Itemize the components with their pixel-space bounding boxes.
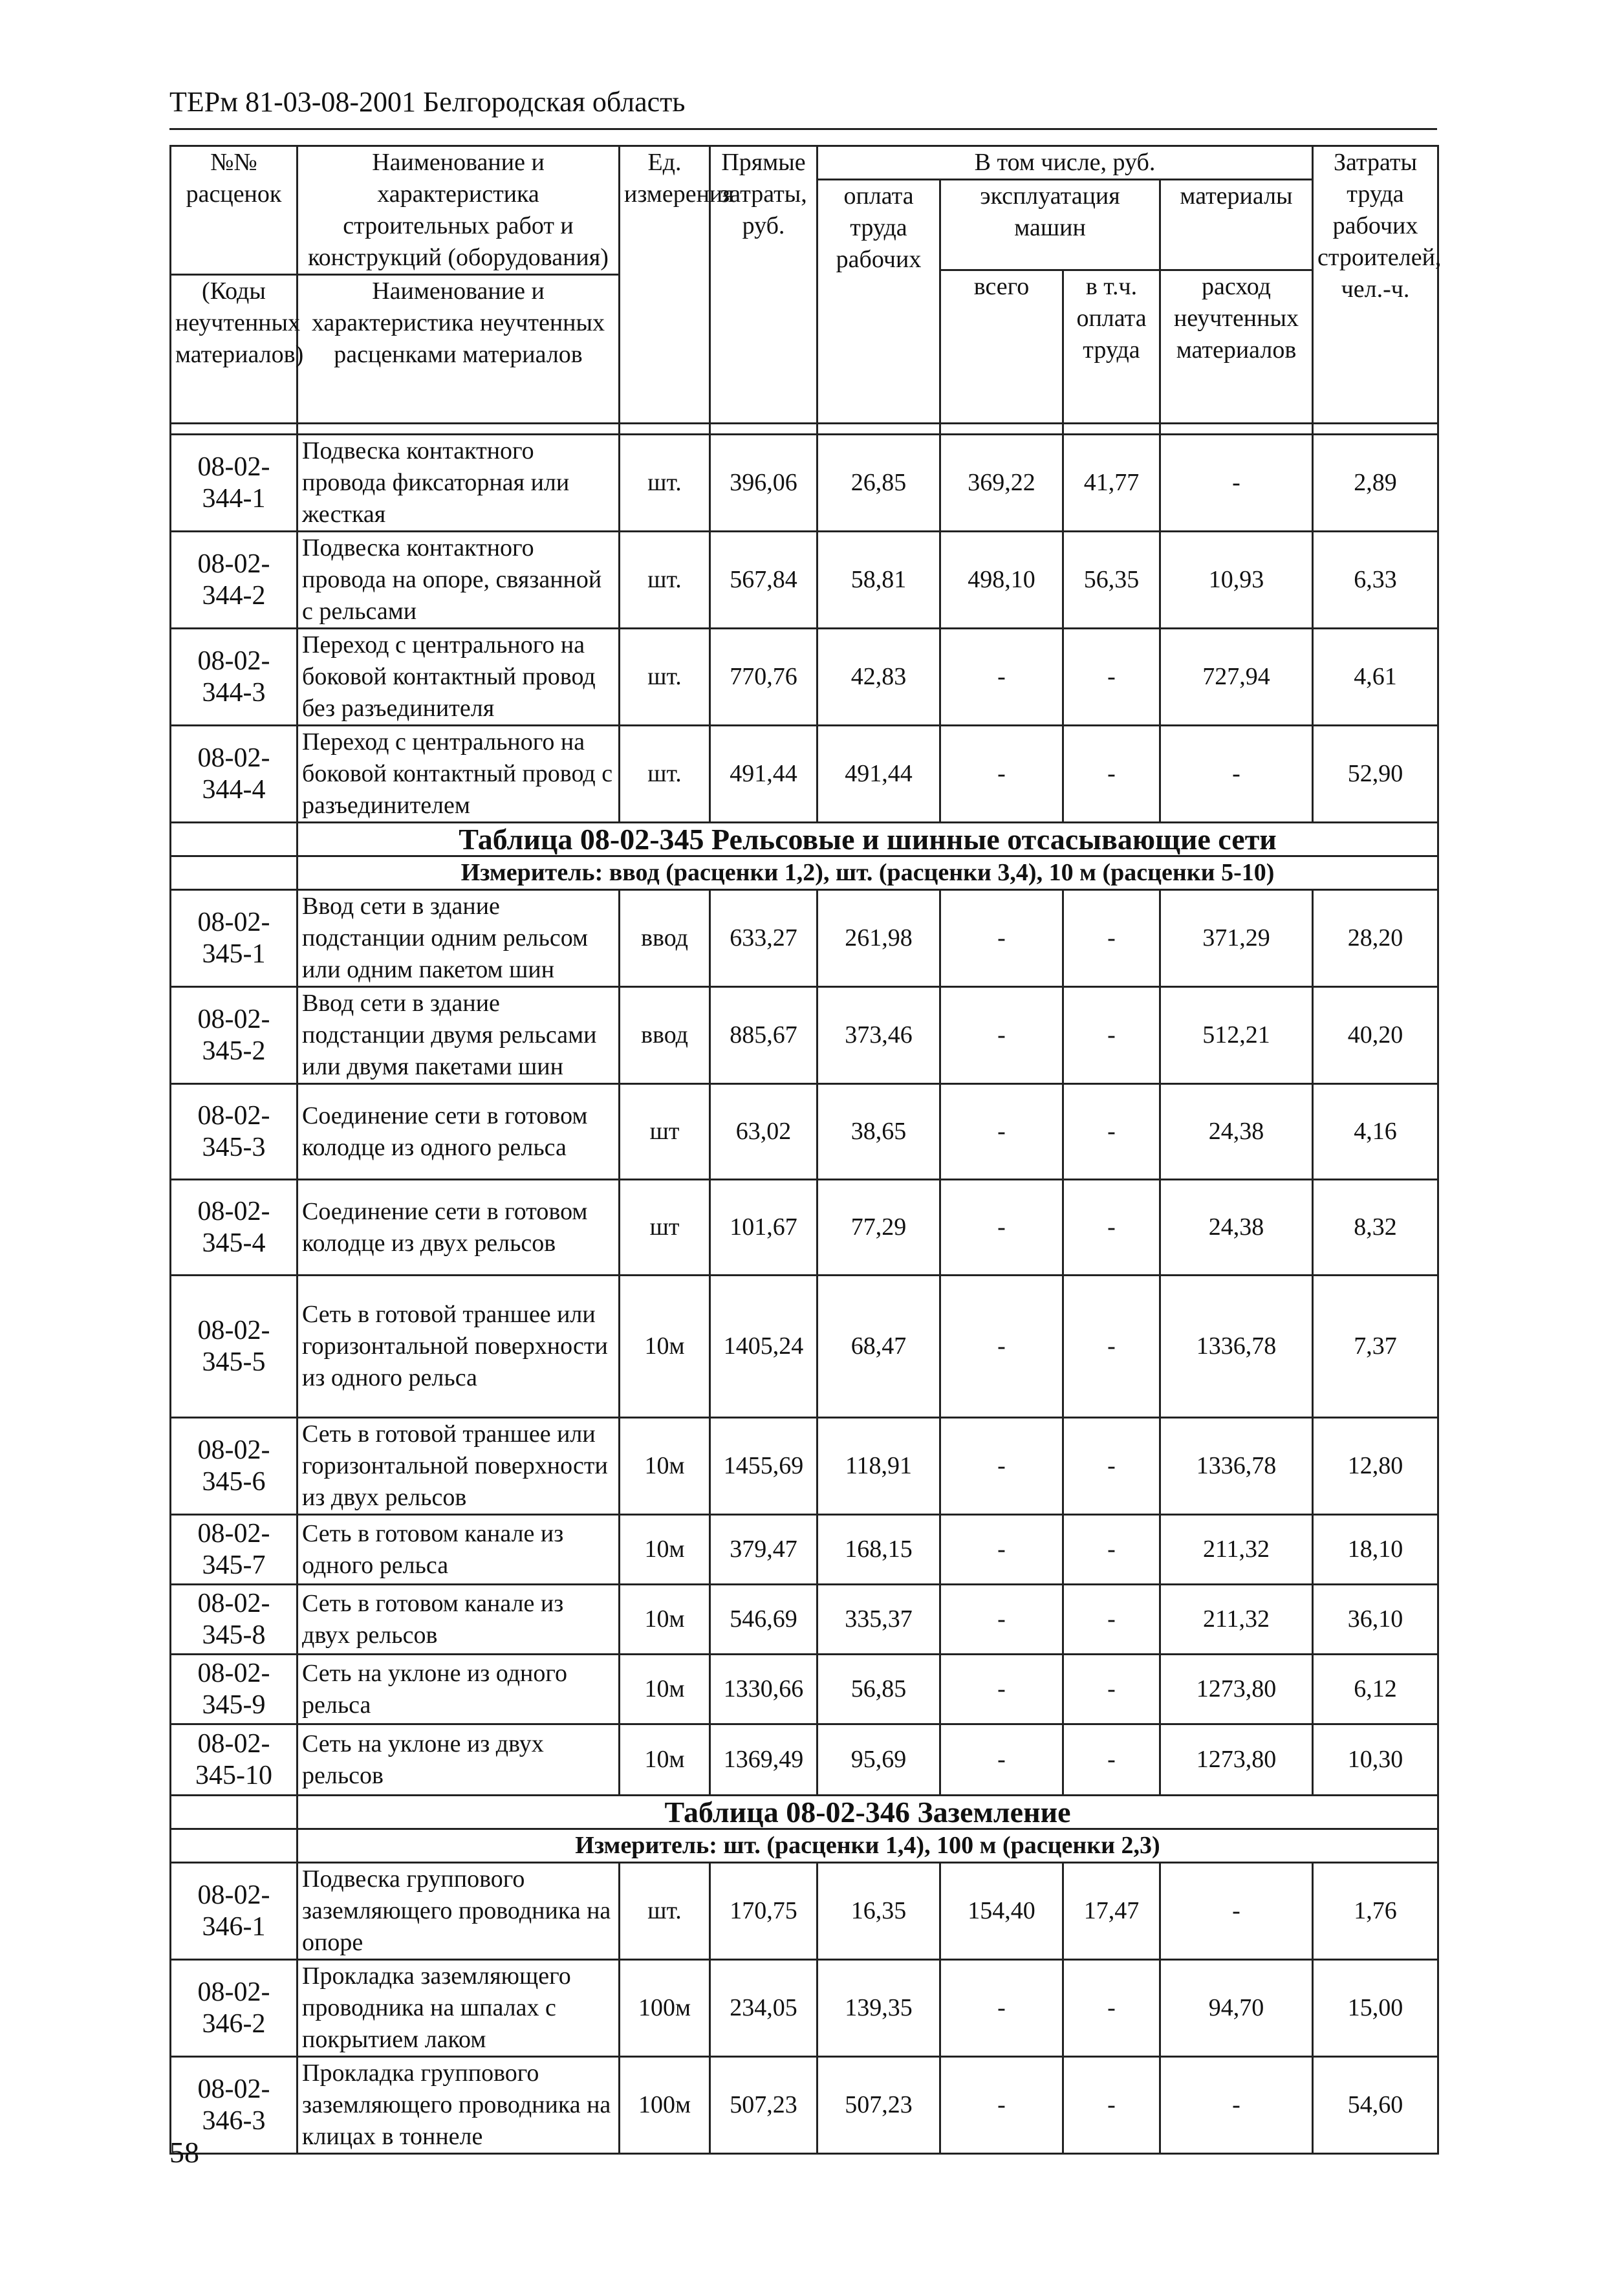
- machines-labor: -: [1063, 890, 1160, 987]
- machines-labor: -: [1063, 2057, 1160, 2154]
- rate-code: 08-02-345-9: [171, 1655, 298, 1724]
- table-row: [171, 1585, 1438, 1655]
- rate-name: Соединение сети в готовом колодце из двух рельсов: [298, 1180, 620, 1276]
- rate-code: 08-02-345-6: [171, 1418, 298, 1515]
- machines-labor: -: [1063, 1724, 1160, 1796]
- rate-code: 08-02-346-3: [171, 2057, 298, 2154]
- table-row: [171, 1276, 1438, 1418]
- machines-total: -: [940, 987, 1063, 1084]
- labor-pay: 38,65: [817, 1084, 940, 1180]
- page-title: ТЕРм 81-03-08-2001 Белгородская область: [169, 86, 686, 118]
- rate-name: Сеть на уклоне из одного рельса: [298, 1655, 620, 1724]
- header-unit: Ед. измерения: [620, 146, 710, 424]
- rate-unit: 10м: [620, 1585, 710, 1655]
- section-meter-row: [171, 856, 1438, 890]
- machines-total: 498,10: [940, 532, 1063, 629]
- table-row: [171, 1418, 1438, 1515]
- rate-code: 08-02-344-1: [171, 435, 298, 532]
- header-code-unaccounted: (Коды неучтенных материалов): [171, 274, 296, 371]
- direct-costs: 1405,24: [710, 1276, 817, 1418]
- section-title-row: [171, 823, 1438, 856]
- rate-unit: шт.: [620, 435, 710, 532]
- labor-costs: 28,20: [1313, 890, 1438, 987]
- labor-pay: 373,46: [817, 987, 940, 1084]
- machines-labor: -: [1063, 1655, 1160, 1724]
- page-number: 58: [169, 2136, 199, 2169]
- materials-cost: 211,32: [1160, 1585, 1313, 1655]
- labor-costs: 36,10: [1313, 1585, 1438, 1655]
- labor-pay: 168,15: [817, 1515, 940, 1585]
- labor-pay: 95,69: [817, 1724, 940, 1796]
- labor-pay: 68,47: [817, 1276, 940, 1418]
- labor-costs: 4,16: [1313, 1084, 1438, 1180]
- table-row: [171, 1655, 1438, 1724]
- header-labor-pay: оплата труда рабочих: [817, 180, 940, 424]
- direct-costs: 1455,69: [710, 1418, 817, 1515]
- materials-cost: 371,29: [1160, 890, 1313, 987]
- labor-costs: 1,76: [1313, 1863, 1438, 1960]
- machines-total: -: [940, 726, 1063, 823]
- rate-code: 08-02-345-3: [171, 1084, 298, 1180]
- labor-pay: 26,85: [817, 435, 940, 532]
- machines-total: -: [940, 1418, 1063, 1515]
- header-code-label: №№ расценок: [186, 149, 282, 208]
- rate-name: Сеть на уклоне из двух рельсов: [298, 1724, 620, 1796]
- materials-cost: 512,21: [1160, 987, 1313, 1084]
- labor-pay: 491,44: [817, 726, 940, 823]
- section-title: Таблица 08-02-345 Рельсовые и шинные отсасывающие сети: [298, 823, 1438, 856]
- labor-costs: 40,20: [1313, 987, 1438, 1084]
- rate-name: Подвеска контактного провода на опоре, связанной с рельсами: [298, 532, 620, 629]
- materials-cost: 1336,78: [1160, 1276, 1313, 1418]
- header-including: В том числе, руб.: [817, 146, 1313, 180]
- direct-costs: 1330,66: [710, 1655, 817, 1724]
- table-row: [171, 987, 1438, 1084]
- rate-name: Сеть в готовом канале из одного рельса: [298, 1515, 620, 1585]
- direct-costs: 633,27: [710, 890, 817, 987]
- rate-name: Прокладка заземляющего проводника на шпалах с покрытием лаком: [298, 1960, 620, 2057]
- header-labor-costs: Затраты труда рабочих строителей, чел.-ч.: [1313, 146, 1438, 424]
- machines-total: -: [940, 1084, 1063, 1180]
- labor-costs: 54,60: [1313, 2057, 1438, 2154]
- materials-cost: 24,38: [1160, 1084, 1313, 1180]
- table-row: [171, 1084, 1438, 1180]
- rate-code: 08-02-345-4: [171, 1180, 298, 1276]
- rate-name: Прокладка группового заземляющего проводника на клицах в тоннеле: [298, 2057, 620, 2154]
- table-row: [171, 532, 1438, 629]
- machines-total: 369,22: [940, 435, 1063, 532]
- machines-labor: -: [1063, 629, 1160, 726]
- table-row: [171, 890, 1438, 987]
- labor-costs: 52,90: [1313, 726, 1438, 823]
- rate-name: Ввод сети в здание подстанции одним рельсом или одним пакетом шин: [298, 890, 620, 987]
- labor-pay: 139,35: [817, 1960, 940, 2057]
- rate-code: 08-02-344-2: [171, 532, 298, 629]
- materials-cost: 24,38: [1160, 1180, 1313, 1276]
- rate-name: Подвеска группового заземляющего проводника на опоре: [298, 1863, 620, 1960]
- labor-costs: 6,33: [1313, 532, 1438, 629]
- labor-costs: 7,37: [1313, 1276, 1438, 1418]
- machines-total: -: [940, 1515, 1063, 1585]
- header-name: [298, 146, 620, 424]
- machines-labor: -: [1063, 1585, 1160, 1655]
- labor-costs: 12,80: [1313, 1418, 1438, 1515]
- direct-costs: 770,76: [710, 629, 817, 726]
- machines-total: -: [940, 1180, 1063, 1276]
- rate-code: 08-02-344-3: [171, 629, 298, 726]
- direct-costs: 101,67: [710, 1180, 817, 1276]
- rate-name: Ввод сети в здание подстанции двумя рельсами или двумя пакетами шин: [298, 987, 620, 1084]
- rate-code: 08-02-346-1: [171, 1863, 298, 1960]
- rate-name: Переход с центрального на боковой контактный провод без разъединителя: [298, 629, 620, 726]
- labor-costs: 8,32: [1313, 1180, 1438, 1276]
- header-machines-total: всего: [940, 270, 1063, 424]
- machines-total: -: [940, 1655, 1063, 1724]
- rate-code: 08-02-345-1: [171, 890, 298, 987]
- machines-total: -: [940, 629, 1063, 726]
- direct-costs: 63,02: [710, 1084, 817, 1180]
- spacer-row: [171, 424, 1438, 435]
- rate-unit: 100м: [620, 2057, 710, 2154]
- direct-costs: 546,69: [710, 1585, 817, 1655]
- labor-pay: 118,91: [817, 1418, 940, 1515]
- header-name-unaccounted: Наименование и характеристика неучтенных расценками материалов: [298, 274, 618, 371]
- labor-costs: 2,89: [1313, 435, 1438, 532]
- labor-pay: 56,85: [817, 1655, 940, 1724]
- rate-unit: ввод: [620, 890, 710, 987]
- rate-name: Соединение сети в готовом колодце из одного рельса: [298, 1084, 620, 1180]
- labor-costs: 18,10: [1313, 1515, 1438, 1585]
- labor-pay: 335,37: [817, 1585, 940, 1655]
- rates-table: [169, 145, 1442, 2155]
- machines-total: -: [940, 1724, 1063, 1796]
- machines-labor: 56,35: [1063, 532, 1160, 629]
- rate-unit: шт: [620, 1084, 710, 1180]
- machines-total: 154,40: [940, 1863, 1063, 1960]
- table-body: [171, 146, 1442, 2154]
- machines-labor: -: [1063, 1084, 1160, 1180]
- machines-total: -: [940, 1276, 1063, 1418]
- materials-cost: 10,93: [1160, 532, 1313, 629]
- header-name-label: Наименование и характеристика строительных работ и конструкций (оборудования): [308, 149, 609, 271]
- rate-code: 08-02-345-8: [171, 1585, 298, 1655]
- section-meter: Измеритель: шт. (расценки 1,4), 100 м (расценки 2,3): [298, 1829, 1438, 1863]
- machines-total: -: [940, 890, 1063, 987]
- direct-costs: 170,75: [710, 1863, 817, 1960]
- header-machines-labor: в т.ч. оплата труда: [1063, 270, 1160, 424]
- header-materials: материалы: [1160, 180, 1313, 270]
- rate-unit: шт.: [620, 726, 710, 823]
- section-title-row: [171, 1796, 1438, 1829]
- table-row: [171, 1863, 1438, 1960]
- header-row: [171, 146, 1438, 180]
- rate-unit: 10м: [620, 1276, 710, 1418]
- direct-costs: 396,06: [710, 435, 817, 532]
- machines-labor: -: [1063, 1515, 1160, 1585]
- labor-pay: 42,83: [817, 629, 940, 726]
- direct-costs: 567,84: [710, 532, 817, 629]
- materials-cost: 94,70: [1160, 1960, 1313, 2057]
- rate-unit: шт: [620, 1180, 710, 1276]
- labor-pay: 77,29: [817, 1180, 940, 1276]
- materials-cost: 1336,78: [1160, 1418, 1313, 1515]
- labor-pay: 507,23: [817, 2057, 940, 2154]
- machines-labor: 41,77: [1063, 435, 1160, 532]
- labor-pay: 16,35: [817, 1863, 940, 1960]
- rate-name: Сеть в готовом канале из двух рельсов: [298, 1585, 620, 1655]
- machines-labor: -: [1063, 1180, 1160, 1276]
- rate-unit: 10м: [620, 1515, 710, 1585]
- machines-labor: -: [1063, 726, 1160, 823]
- rate-unit: 100м: [620, 1960, 710, 2057]
- machines-total: -: [940, 1585, 1063, 1655]
- rate-code: 08-02-345-10: [171, 1724, 298, 1796]
- table-row: [171, 726, 1438, 823]
- header-code: [171, 146, 304, 424]
- rate-name: Подвеска контактного провода фиксаторная или жесткая: [298, 435, 620, 532]
- labor-costs: 4,61: [1313, 629, 1438, 726]
- rate-unit: 10м: [620, 1418, 710, 1515]
- materials-cost: -: [1160, 1863, 1313, 1960]
- rate-code: 08-02-345-5: [171, 1276, 298, 1418]
- direct-costs: 379,47: [710, 1515, 817, 1585]
- direct-costs: 491,44: [710, 726, 817, 823]
- section-meter: Измеритель: ввод (расценки 1,2), шт. (расценки 3,4), 10 м (расценки 5-10): [298, 856, 1438, 890]
- table-row: [171, 1180, 1438, 1276]
- materials-cost: 727,94: [1160, 629, 1313, 726]
- section-title: Таблица 08-02-346 Заземление: [298, 1796, 1438, 1829]
- labor-costs: 6,12: [1313, 1655, 1438, 1724]
- rate-name: Переход с центрального на боковой контактный провод с разъединителем: [298, 726, 620, 823]
- machines-labor: -: [1063, 1276, 1160, 1418]
- rate-code: 08-02-345-7: [171, 1515, 298, 1585]
- direct-costs: 234,05: [710, 1960, 817, 2057]
- rate-unit: шт.: [620, 532, 710, 629]
- direct-costs: 1369,49: [710, 1724, 817, 1796]
- table-row: [171, 2057, 1438, 2154]
- materials-cost: 1273,80: [1160, 1655, 1313, 1724]
- materials-cost: 1273,80: [1160, 1724, 1313, 1796]
- header-direct: Прямые затраты, руб.: [710, 146, 817, 424]
- machines-total: -: [940, 2057, 1063, 2154]
- rate-name: Сеть в готовой траншее или горизонтальной поверхности из одного рельса: [298, 1276, 620, 1418]
- rate-unit: шт.: [620, 629, 710, 726]
- table-row: [171, 1724, 1438, 1796]
- materials-cost: -: [1160, 435, 1313, 532]
- labor-pay: 58,81: [817, 532, 940, 629]
- machines-total: -: [940, 1960, 1063, 2057]
- header-materials-unaccounted: расход неучтенных материалов: [1160, 270, 1313, 424]
- rate-unit: 10м: [620, 1724, 710, 1796]
- direct-costs: 507,23: [710, 2057, 817, 2154]
- rate-code: 08-02-344-4: [171, 726, 298, 823]
- table-row: [171, 629, 1438, 726]
- rate-name: Сеть в готовой траншее или горизонтальной поверхности из двух рельсов: [298, 1418, 620, 1515]
- materials-cost: 211,32: [1160, 1515, 1313, 1585]
- section-meter-row: [171, 1829, 1438, 1863]
- rate-unit: шт.: [620, 1863, 710, 1960]
- table-row: [171, 1515, 1438, 1585]
- labor-costs: 15,00: [1313, 1960, 1438, 2057]
- page-header: [169, 84, 1437, 130]
- rate-unit: ввод: [620, 987, 710, 1084]
- rate-unit: 10м: [620, 1655, 710, 1724]
- machines-labor: 17,47: [1063, 1863, 1160, 1960]
- machines-labor: -: [1063, 987, 1160, 1084]
- rate-code: 08-02-346-2: [171, 1960, 298, 2057]
- direct-costs: 885,67: [710, 987, 817, 1084]
- machines-labor: -: [1063, 1418, 1160, 1515]
- materials-cost: -: [1160, 2057, 1313, 2154]
- table-row: [171, 1960, 1438, 2057]
- labor-pay: 261,98: [817, 890, 940, 987]
- header-machines: эксплуатация машин: [940, 180, 1160, 270]
- machines-labor: -: [1063, 1960, 1160, 2057]
- rate-code: 08-02-345-2: [171, 987, 298, 1084]
- materials-cost: -: [1160, 726, 1313, 823]
- table-row: [171, 435, 1438, 532]
- labor-costs: 10,30: [1313, 1724, 1438, 1796]
